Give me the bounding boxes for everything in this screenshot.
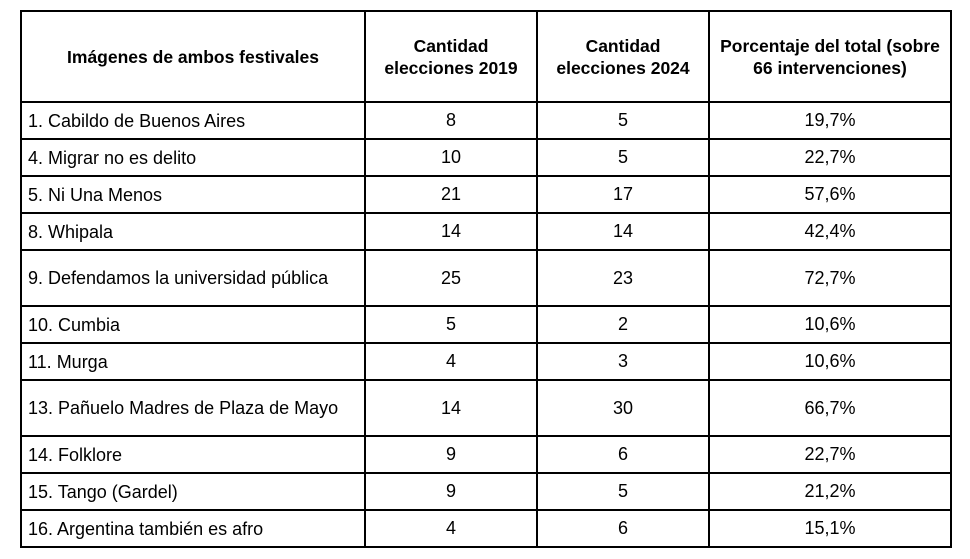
table-row: [21, 510, 951, 547]
count-2019-cell: 14: [365, 380, 537, 436]
image-name-cell: 10. Cumbia: [21, 306, 365, 343]
count-2019-cell: 25: [365, 250, 537, 306]
count-2024-cell: 2: [537, 306, 709, 343]
image-name-cell: 9. Defendamos la universidad pública: [21, 250, 365, 306]
count-2024-cell: 30: [537, 380, 709, 436]
percentage-cell: 22,7%: [709, 436, 951, 473]
percentage-cell: 15,1%: [709, 510, 951, 547]
count-2024-cell: 14: [537, 213, 709, 250]
image-name-cell: 8. Whipala: [21, 213, 365, 250]
festival-images-table: [20, 10, 952, 548]
header-images: Imágenes de ambos festivales: [21, 11, 365, 102]
percentage-cell: 21,2%: [709, 473, 951, 510]
percentage-cell: 10,6%: [709, 343, 951, 380]
percentage-cell: 42,4%: [709, 213, 951, 250]
count-2019-cell: 10: [365, 139, 537, 176]
percentage-cell: 10,6%: [709, 306, 951, 343]
table-row: [21, 343, 951, 380]
count-2024-cell: 5: [537, 102, 709, 139]
count-2019-cell: 9: [365, 473, 537, 510]
count-2024-cell: 5: [537, 473, 709, 510]
table-header-row: [21, 11, 951, 102]
image-name-cell: 14. Folklore: [21, 436, 365, 473]
count-2019-cell: 4: [365, 343, 537, 380]
count-2019-cell: 21: [365, 176, 537, 213]
count-2019-cell: 8: [365, 102, 537, 139]
image-name-cell: 4. Migrar no es delito: [21, 139, 365, 176]
count-2024-cell: 6: [537, 436, 709, 473]
percentage-cell: 72,7%: [709, 250, 951, 306]
header-percentage: Porcentaje del total (sobre 66 intervenciones): [709, 11, 951, 102]
image-name-cell: 13. Pañuelo Madres de Plaza de Mayo: [21, 380, 365, 436]
percentage-cell: 22,7%: [709, 139, 951, 176]
percentage-cell: 19,7%: [709, 102, 951, 139]
table-row: [21, 306, 951, 343]
count-2024-cell: 5: [537, 139, 709, 176]
table-row: [21, 213, 951, 250]
table-row: [21, 139, 951, 176]
count-2024-cell: 6: [537, 510, 709, 547]
image-name-cell: 11. Murga: [21, 343, 365, 380]
percentage-cell: 57,6%: [709, 176, 951, 213]
header-count-2019: Cantidad elecciones 2019: [365, 11, 537, 102]
table-row: [21, 176, 951, 213]
count-2019-cell: 4: [365, 510, 537, 547]
image-name-cell: 1. Cabildo de Buenos Aires: [21, 102, 365, 139]
count-2024-cell: 3: [537, 343, 709, 380]
count-2019-cell: 14: [365, 213, 537, 250]
percentage-cell: 66,7%: [709, 380, 951, 436]
image-name-cell: 16. Argentina también es afro: [21, 510, 365, 547]
count-2019-cell: 5: [365, 306, 537, 343]
image-name-cell: 5. Ni Una Menos: [21, 176, 365, 213]
header-count-2024: Cantidad elecciones 2024: [537, 11, 709, 102]
table-row: [21, 250, 951, 306]
count-2019-cell: 9: [365, 436, 537, 473]
count-2024-cell: 17: [537, 176, 709, 213]
image-name-cell: 15. Tango (Gardel): [21, 473, 365, 510]
table-row: [21, 436, 951, 473]
count-2024-cell: 23: [537, 250, 709, 306]
table-row: [21, 102, 951, 139]
table-row: [21, 380, 951, 436]
table-row: [21, 473, 951, 510]
